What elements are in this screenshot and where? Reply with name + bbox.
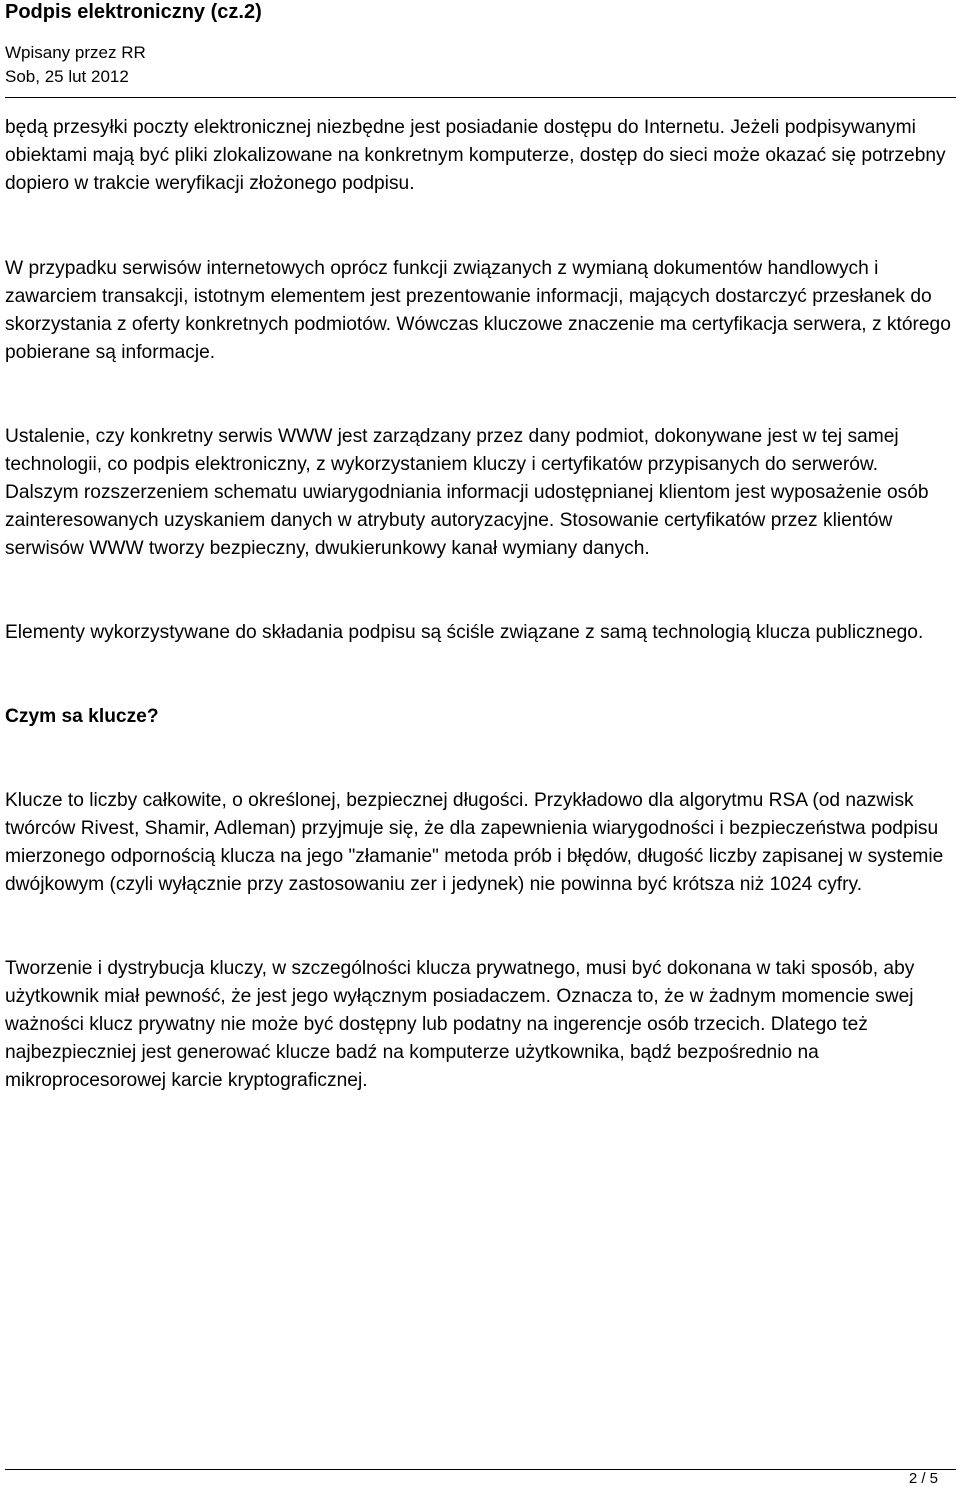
document-title: Podpis elektroniczny (cz.2) xyxy=(5,1,262,23)
paragraph-key-distribution: Tworzenie i dystrybucja kluczy, w szczególności klucza prywatnego, musi być dokonana w taki sposób, aby użytkownik miał pewność, że jest jego wyłącznym posiadaczem. Oznacza to, że w żadnym momencie swej ważności klucz prywatny nie może być dostępny lub podatny na ingerencje osób trzecich. Dlatego też najbezpieczniej jest generować klucze badź na komputerze użytkownika, bądź bezpośrednio na mikroprocesorowej karcie kryptograficznej. xyxy=(5,958,915,1091)
paragraph-www-certification: Ustalenie, czy konkretny serwis WWW jest zarządzany przez dany podmiot, dokonywane jest w tej samej technologii, co podpis elektroniczny, z wykorzystaniem kluczy i certyfikatów przypisanych do serwerów. Dalszym rozszerzeniem schematu uwiarygodniania informacji udostępnianej klientom jest wyposażenie osób zainteresowanych uzyskaniem danych w atrybuty autoryzacyjne. Stosowanie certyfikatów przez klientów serwisów WWW tworzy bezpieczny, dwukierunkowy kanał wymiany danych. xyxy=(5,426,929,559)
paragraph-key-length: Klucze to liczby całkowite, o określonej, bezpiecznej długości. Przykładowo dla algorytmu RSA (od nazwisk twórców Rivest, Shamir, Adleman) przyjmuje się, że dla zapewnienia wiarygodności i bezpieczeństwa podpisu mierzonego odpornością klucza na jego "złamanie" metoda prób i błędów, długość liczby zapisanej w systemie dwójkowym (czyli wyłącznie przy zastosowaniu zer i jedynek) nie powinna być krótsza niż 1024 cyfry. xyxy=(5,790,944,895)
section-heading-keys: Czym sa klucze? xyxy=(5,706,159,727)
paragraph-web-services: W przypadku serwisów internetowych oprócz funkcji związanych z wymianą dokumentów handlowych i zawarciem transakcji, istotnym elementem jest prezentowanie informacji, mających dostarczyć przesłanek do skorzystania z oferty konkretnych podmiotów. Wówczas kluczowe znaczenie ma certyfikacja serwera, z którego pobierane są informacje. xyxy=(5,258,951,363)
paragraph-internet-access: będą przesyłki poczty elektronicznej niezbędne jest posiadanie dostępu do Internetu. Jeżeli podpisywanymi obiektami mają być pliki zlokalizowane na konkretnym komputerze, dostęp do sieci może okazać się potrzebny dopiero w trakcie weryfikacji złożonego podpisu. xyxy=(5,117,946,194)
footer-divider xyxy=(5,1469,956,1470)
page-number: 2 / 5 xyxy=(908,1470,938,1487)
date-line: Sob, 25 lut 2012 xyxy=(5,67,129,86)
paragraph-signature-elements: Elementy wykorzystywane do składania podpisu są ściśle związane z samą technologią klucza publicznego. xyxy=(5,622,924,643)
author-line: Wpisany przez RR xyxy=(5,43,146,62)
article-body xyxy=(5,114,955,1151)
header-divider xyxy=(5,97,956,98)
